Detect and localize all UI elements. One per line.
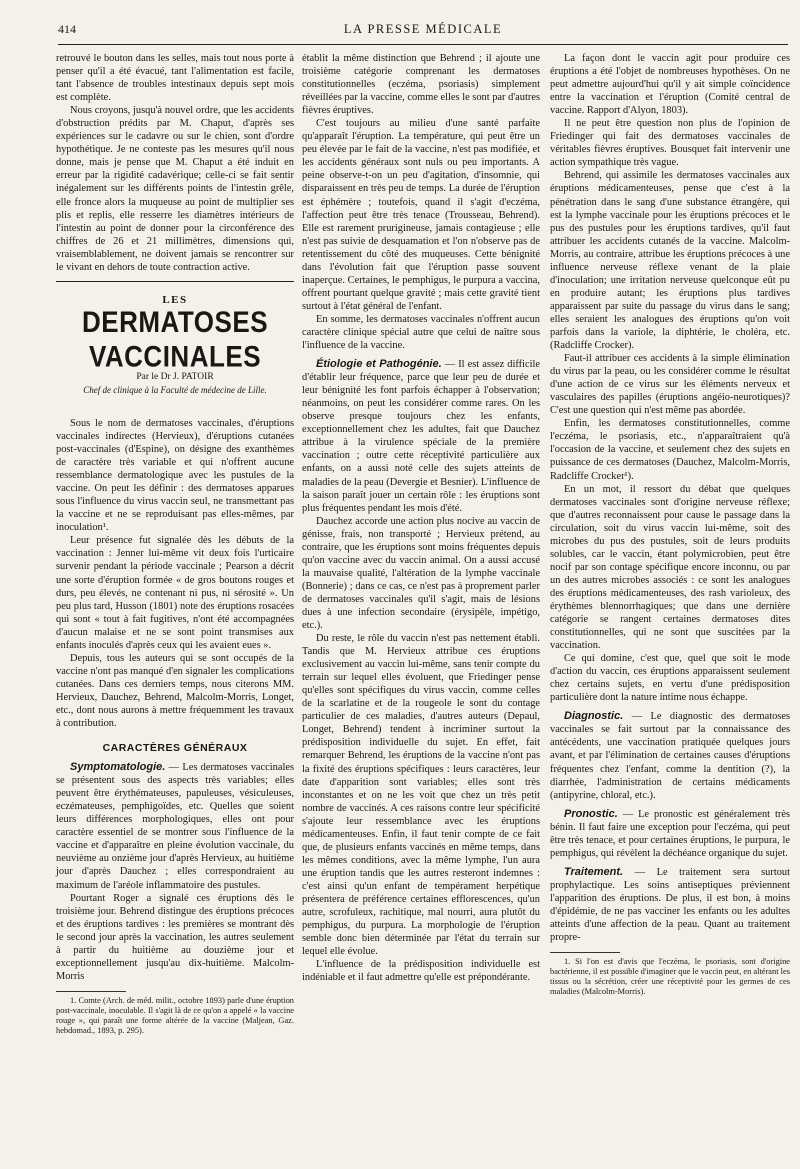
paragraph: En somme, les dermatoses vaccinales n'offrent aucun caractère clinique spécial autre que celui de naître sous l'influence de la vaccine. bbox=[302, 313, 540, 352]
paragraph: L'influence de la prédisposition individuelle est indéniable et il faut admettre qu'elle est prépondérante. bbox=[302, 959, 540, 984]
paragraph-text: — Les dermatoses vaccinales se présentent sous des aspects très variables; elles peuvent être érythémateuses, papuleuses, vésiculeuses, eczémateuses, pemphigoïdes, etc. Quelles que soient leurs différences morphologiques, elles ont pour caractère essentiel de se montrer sous l'influence de la vaccine et d'apparaître en pleine évolution vaccinale, du neuvième au onzième jour d'après Hervieux, au huitième jour d'après Dauchez ; elles correspondraient au maximum de l'aréole inflammatoire des pustules. bbox=[56, 762, 294, 891]
paragraph bbox=[302, 358, 540, 515]
paragraph-text: — Le diagnostic des dermatoses vaccinales se fait surtout par la connaissance des antécédents, une vaccination pratiquée quelques jours avant, et par l'élimination de certaines causes d'éruptions fréquentes chez l'enfant, comme la dentition (?), la diarrhée, l'administration de certains médicaments (antipyrine, chloral, etc.). bbox=[550, 711, 790, 801]
divider bbox=[56, 281, 294, 282]
paragraph-text: — Le traitement sera surtout prophylactique. Les soins antiseptiques préviennent l'apparition des éruptions. De plus, il est bon, à moins d'épidémie, de ne pas vacciner les enfants ou les adultes atteints d'une affection de la peau. Quant au traitement propre- bbox=[550, 866, 790, 944]
subheading-traitement: Traitement. bbox=[564, 865, 624, 878]
paragraph: Dauchez accorde une action plus nocive au vaccin de génisse, frais, non transporté ; Hervieux prétend, au contraire, que les éruptions sont moins fréquentes depuis qu'on vaccine avec du vaccin animal. On a aussi accusé la mauvaise qualité, l'altération de la lymphe vaccinale (Bonnerie) ; dans ce cas, ce n'est pas à proprement parler de dermatoses vaccinales qu'il s'agit, mais de lésions dues à une infection secondaire (érysipèle, impétigo, etc.). bbox=[302, 515, 540, 632]
article-title: DERMATOSES VACCINALES bbox=[81, 304, 269, 374]
paragraph: Enfin, les dermatoses constitutionnelles, comme l'eczéma, le psoriasis, etc., n'apparaîtraient qu'à l'occasion de la vaccine, et seulement chez des sujets en puissance de ces dermatoses (Dauchez, Malcolm-Morris, Radcliffe Crocker¹). bbox=[550, 418, 790, 482]
paragraph: En un mot, il ressort du débat que quelques dermatoses vaccinales sont d'origine nerveuse réflexe; que d'autres reconnaissent pour cause le passage dans la circulation, soit du virus vaccin lui-même, soit des microbes du pus des pustules, soit de leurs produits solubles, car le vaccin, étant polymicrobien, peut être nocif par son contage spécifique encore inconnu, ou par un des autres microbes associés : ce sont les analogues des éruptions médicamenteuses, des rash varioleux, des érythèmes blennorrhagiques; que dans une dernière catégorie se rangent certaines dermatoses dites constitutionnelles, qui ne sont que suscitées par la vaccination. bbox=[550, 483, 790, 652]
column-2 bbox=[302, 52, 540, 984]
paragraph: Depuis, tous les auteurs qui se sont occupés de la vaccine n'ont pas manqué d'en signaler les complications cutanées. Dans ces derniers temps, nous citerons MM. Hervieux, Dauchez, Behrend, Malcolm-Morris, Longet, etc., dont nous aurons à mettre fréquemment les travaux à contribution. bbox=[56, 652, 294, 730]
paragraph: établit la même distinction que Behrend ; il ajoute une troisième catégorie comprenant les dermatoses constitutionnelles (eczéma, psoriasis) simplement réveillées par la vaccine, comme elles le sont par d'autres fièvres éruptives. bbox=[302, 53, 540, 117]
paragraph: Nous croyons, jusqu'à nouvel ordre, que les accidents d'obstruction prédits par M. Chaput, d'après ses expériences sur le cadavre ou sur le chien, sont d'ordre hypothétique. Je ne conteste pas les mesures qu'il nous donne, mais je pense que M. Chaput a été induit en erreur par la rigidité cadavérique; celle-ci se fait sentir inégalement sur les différents points de l'intestin grêle, elle fronce alors la muqueuse au point de multiplier ses plis et replis, elle resserre les diamètres intérieurs de l'intestin au point de donner pour la circonférence des chiffres de 26 et 21 millimètres, dimensions qui, vraisemblablement, ne doivent jamais se rencontrer sur le vivant en dehors de toute contraction active. bbox=[56, 105, 294, 273]
subheading-diagnostic: Diagnostic. bbox=[564, 710, 624, 723]
subheading-pronostic: Pronostic. bbox=[564, 807, 618, 820]
paragraph bbox=[550, 710, 790, 801]
paragraph: Du reste, le rôle du vaccin n'est pas nettement établi. Tandis que M. Hervieux attribue ces éruptions exclusivement au vaccin lui-même, sans tenir compte du terrain sur lequel elles évoluent, que Friedinger pense qu'elles sont spécifiques du virus vaccin, comme celles de la scarlatine et de la rougeole le sont du contage particulier de ces maladies, d'autres auteurs (Depaul, Longet, Behrend) tendent à incriminer surtout la prédisposition individuelle du sujet. En effet, fait remarquer Behrend, les éruptions de la vaccine n'ont pas la fixité des éruptions spécifiques : leurs caractères, leur date d'apparition sont variables; elles sont très inconstantes et on ne les voit que chez un très petit nombre de vaccinés. A ces raisons contre leur spécificité s'ajoute leur ressemblance avec les éruptions médicamenteuses. Enfin, il faut tenir compte de ce fait que, de plusieurs enfants vaccinés en même temps, dans les mêmes conditions, avec la même lymphe, l'un aura une éruption tandis que les autres resteront indemnes : c'est ainsi qu'un enfant de tempérament herpétique présentera de préférence certaines efflorescences, qu'un autre, scrofuleux, rachitique, mal nourri, aura plutôt du pemphigus, du purpura. La morphologie de l'éruption semble donc bien déterminée par l'état du terrain sur lequel elle évolue. bbox=[302, 633, 540, 958]
article-author: Par le Dr J. PATOIR bbox=[136, 371, 214, 382]
paragraph bbox=[550, 808, 790, 860]
subheading-etiologie: Étiologie et Pathogénie. bbox=[316, 358, 442, 371]
paragraph bbox=[550, 866, 790, 944]
footnote: 1. Comte (Arch. de méd. milit., octobre 1893) parle d'une éruption post-vaccinale, inoculable. Il s'agit là de ce qu'on a appelé « la vaccine rouge », qui paraît une forme altérée de la vaccine (Maljean, Gaz. hebdomad., 1893, p. 295). bbox=[56, 995, 294, 1035]
section-heading: CARACTÈRES GÉNÉRAUX bbox=[102, 742, 248, 755]
paragraph bbox=[56, 761, 294, 891]
subheading-symptomatologie: Symptomatologie. bbox=[70, 761, 166, 774]
paragraph-text: — Il est assez difficile d'établir leur fréquence, parce que leur peu de durée et leur bénignité les font parfois échapper à l'observation; néanmoins, on peut les considérer comme rares. On les observe presque toujours chez les enfants, exceptionnellement chez les adultes, fait que Dauchez attribue à la virulence spéciale de la première vaccination ; outre cette réceptivité particulière aux enfants, on a aussi noté celle des sujets atteints de maladies de la peau (Devergie et Besnier). L'influence de la saison paraît jouer un certain rôle : les éruptions sont plus fréquentes pendant les mois d'été. bbox=[302, 359, 540, 514]
column-1 bbox=[56, 52, 294, 1036]
paragraph: Sous le nom de dermatoses vaccinales, d'éruptions vaccinales indirectes (Hervieux), d'éruptions cutanées post-vaccinales (d'Espine), on désigne des exanthèmes de caractère très variable et qui n'offrent aucune ressemblance dermatologique avec les pustules de la vaccine. On peut les définir : des dermatoses apparues sous l'influence du virus vaccin seul, ne transmettant pas la vaccine et ne se reproduisant pas elles-mêmes, par inoculation¹. bbox=[56, 417, 294, 534]
paragraph: Faut-il attribuer ces accidents à la simple élimination du virus par la peau, ou les considérer comme le résultat d'une action de ce virus sur les éléments nerveux et vasculaires des papilles (éruptions angéio-neurotiques)? C'est une question qui n'est même pas abordée. bbox=[550, 353, 790, 417]
column-3 bbox=[550, 52, 790, 997]
article-kicker: LES bbox=[162, 293, 188, 306]
paragraph: retrouvé le bouton dans les selles, mais tout nous porte à penser qu'il a été évacué, tant l'alimentation est facile, tant l'absence de troubles intestinaux depuis sept mois est complète. bbox=[56, 53, 294, 104]
paragraph: Il ne peut être question non plus de l'opinion de Friedinger qui fait des dermatoses vaccinales de véritables fièvres éruptives. Bousquet fait intervenir une action sympathique très vague. bbox=[550, 118, 790, 169]
page-header bbox=[58, 22, 788, 45]
paragraph: Pourtant Roger a signalé ces éruptions dès le troisième jour. Behrend distingue des éruptions précoces et des éruptions tardives : les premières se montrant dès le second jour après la vaccination, les autres seulement à partir du huitième au douzième jour et exceptionnellement jusqu'au dix-huitième. Malcolm-Morris bbox=[56, 892, 294, 982]
paragraph: Ce qui domine, c'est que, quel que soit le mode d'action du vaccin, ces éruptions apparaissent seulement chez certains sujets, en vertu d'une prédisposition particulière dont la nature intime nous échappe. bbox=[550, 653, 790, 704]
paragraph: Leur présence fut signalée dès les débuts de la vaccination : Jenner lui-même vit deux fois l'urticaire survenir pendant la période vaccinale ; Pearson a décrit une sorte d'éruption formée « de gros boutons rouges et durs, peu élevés, ne contenant ni pus, ni sérosité ». Un peu plus tard, Husson (1801) note des éruptions rosacées qui sont « tout à fait fugitives, n'ont été accompagnées d'aucun malaise et ne se sont point transmises aux enfants inoculés d'après ceux qui les avaient eues ». bbox=[56, 535, 294, 651]
footnote-divider bbox=[56, 991, 126, 992]
running-title: LA PRESSE MÉDICALE bbox=[343, 22, 503, 36]
footnote-divider bbox=[550, 952, 620, 953]
paragraph-text: — Le pronostic est généralement très bénin. Il faut faire une exception pour l'eczéma, qui peut être très tenace, et pour certaines éruptions, le purpura, le pemphigus, qui révèlent la déchéance organique du sujet. bbox=[550, 808, 790, 859]
footnote: 1. Si l'on est d'avis que l'eczéma, le psoriasis, sont d'origine bactérienne, il est possible d'imaginer que le vaccin peut, en altérant les tissus ou la sécrétion, créer une réceptivité pour les germes de ces maladies (Malcolm-Morris). bbox=[550, 957, 790, 997]
paragraph: La façon dont le vaccin agit pour produire ces éruptions a été l'objet de nombreuses hypothèses. On ne peut admettre aujourd'hui qu'il y ait simple coïncidence entre la vaccination et l'éruption (Comité central de vaccine. Rapport d'Alyon, 1803). bbox=[550, 53, 790, 117]
paragraph: C'est toujours au milieu d'une santé parfaite qu'apparaît l'éruption. La température, qui peut être un peu élevée par le fait de la vaccine, n'est pas modifiée, et les accidents généraux sont nuls ou peu importants. A peine observe-t-on un peu d'agitation, d'insomnie, qui disparaissent en très peu de temps. La durée de l'éruption est éphémère ; toutefois, quand il s'agit d'eczéma, l'affection peut être très tenace (Trousseau, Behrend). Elle est rarement prurigineuse, jamais contagieuse ; elle n'est pas suivie de desquamation et l'on n'observe pas de retentissement du côté des muqueuses. Cette bénignité dans l'évolution fait que l'éruption passe souvent inaperçue. Certaines, le pemphigus, le purpura a vaccina, offrent pourtant quelque gravité ; mais cette gravité tient surtout à l'état général de l'enfant. bbox=[302, 118, 540, 312]
paragraph: Behrend, qui assimile les dermatoses vaccinales aux éruptions médicamenteuses, pense que c'est à la pénétration dans le sang d'une substance étrangère, qui est la lymphe vaccinale pour les éruptions précoces et le pus des pustules pour les éruptions tardives, qu'il faut attribuer les accidents cutanés de la vaccine. Malcolm-Morris, au contraire, attribue les éruptions précoces à une influence nerveuse réflexe venant de la plaie d'inoculation; une irritation nerveuse quelconque eût pu en produire autant; les éruptions plus tardives apparaissent par suite du passage du virus dans le sang; elles seraient les analogues des éruptions qu'on voit parfois dans la variole, la diphtérie, le choléra, etc. (Radcliffe Crocker). bbox=[550, 170, 790, 352]
page-number: 414 bbox=[58, 22, 76, 36]
article-affiliation: Chef de clinique à la Faculté de médecine de Lille. bbox=[83, 384, 267, 395]
